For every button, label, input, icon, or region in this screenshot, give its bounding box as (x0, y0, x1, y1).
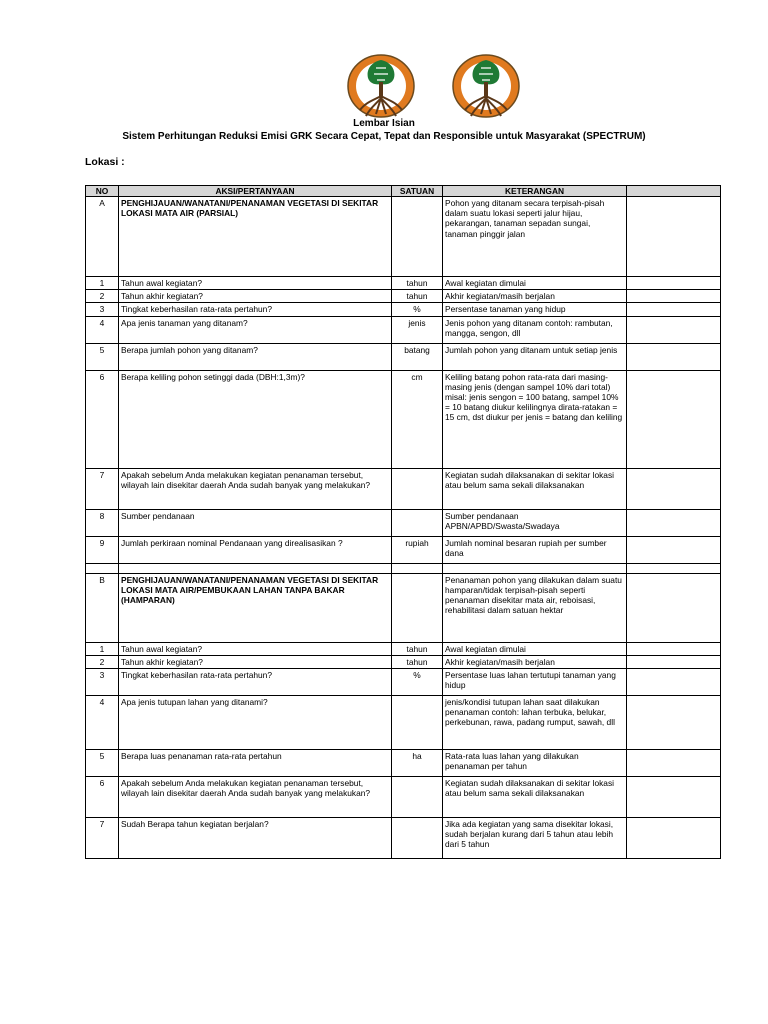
row-blank (627, 669, 721, 696)
row-no (86, 563, 119, 573)
row-no: 7 (86, 468, 119, 509)
row-unit (392, 696, 443, 750)
row-note: Persentase tanaman yang hidup (443, 303, 627, 316)
tree-emblem-icon (346, 52, 416, 122)
row-blank (627, 642, 721, 655)
row-unit (392, 818, 443, 859)
row-note: Jumlah pohon yang ditanam untuk setiap jenis (443, 343, 627, 370)
row-note (443, 563, 627, 573)
ministry-logo-right (451, 52, 521, 122)
row-no: 3 (86, 303, 119, 316)
table-row (86, 536, 721, 563)
table-row (86, 509, 721, 536)
row-question: PENGHIJAUAN/WANATANI/PENANAMAN VEGETASI DI SEKITAR LOKASI MATA AIR/PEMBUKAAN LAHAN TANPA BAKAR (HAMPARAN) (119, 573, 392, 642)
lokasi-label: Lokasi : (85, 156, 125, 168)
row-blank (627, 818, 721, 859)
table-row (86, 563, 721, 573)
col-header-satuan: SATUAN (392, 186, 443, 197)
row-no: 5 (86, 343, 119, 370)
row-no: 1 (86, 277, 119, 290)
row-blank (627, 573, 721, 642)
row-question: PENGHIJAUAN/WANATANI/PENANAMAN VEGETASI DI SEKITAR LOKASI MATA AIR (PARSIAL) (119, 197, 392, 277)
row-no: 4 (86, 696, 119, 750)
row-no: 2 (86, 655, 119, 668)
row-unit: rupiah (392, 536, 443, 563)
row-blank (627, 343, 721, 370)
row-note: Awal kegiatan dimulai (443, 642, 627, 655)
row-no: 9 (86, 536, 119, 563)
row-blank (627, 509, 721, 536)
row-note: Penanaman pohon yang dilakukan dalam suatu hamparan/tidak terpisah-pisah seperti penanaman disekitar mata air, reboisasi, rehabilitasi dalam satuan hektar (443, 573, 627, 642)
row-unit: tahun (392, 290, 443, 303)
row-no: 6 (86, 777, 119, 818)
row-unit: batang (392, 343, 443, 370)
table-row (86, 468, 721, 509)
row-note: Kegiatan sudah dilaksanakan di sekitar lokasi atau belum sama sekali dilaksanakan (443, 777, 627, 818)
row-note: Pohon yang ditanam secara terpisah-pisah dalam suatu lokasi seperti jalur hijau, pekarangan, tanaman sepadan sungai, tanaman pinggir jalan (443, 197, 627, 277)
row-blank (627, 316, 721, 343)
table-row (86, 655, 721, 668)
row-question: Tahun akhir kegiatan? (119, 290, 392, 303)
table-row (86, 290, 721, 303)
row-blank (627, 655, 721, 668)
row-question: Berapa luas penanaman rata-rata pertahun (119, 750, 392, 777)
form-title: Lembar Isian (353, 118, 415, 129)
row-no: 4 (86, 316, 119, 343)
row-note: Keliling batang pohon rata-rata dari masing-masing jenis (dengan sampel 10% dari total) misal: jenis sengon = 100 batang, sampel 10% = 10 batang diukur kelilingnya dirata-ratakan = 15 cm, dst diukur per jenis = batang dan keliling (443, 370, 627, 468)
table-row (86, 303, 721, 316)
row-unit: tahun (392, 277, 443, 290)
row-unit: tahun (392, 642, 443, 655)
table-row (86, 818, 721, 859)
row-blank (627, 197, 721, 277)
table-row (86, 696, 721, 750)
row-blank (627, 777, 721, 818)
row-unit: cm (392, 370, 443, 468)
row-note: Jika ada kegiatan yang sama disekitar lokasi, sudah berjalan kurang dari 5 tahun atau lebih dari 5 tahun (443, 818, 627, 859)
row-blank (627, 563, 721, 573)
row-question: Berapa keliling pohon setinggi dada (DBH:1,3m)? (119, 370, 392, 468)
row-blank (627, 468, 721, 509)
row-question: Apakah sebelum Anda melakukan kegiatan penanaman tersebut, wilayah lain disekitar daerah Anda sudah banyak yang melakukan? (119, 468, 392, 509)
row-question: Apa jenis tutupan lahan yang ditanami? (119, 696, 392, 750)
ministry-logo-left (346, 52, 416, 122)
table-row (86, 642, 721, 655)
row-note: Akhir kegiatan/masih berjalan (443, 290, 627, 303)
row-note: Rata-rata luas lahan yang dilakukan penanaman per tahun (443, 750, 627, 777)
row-unit: % (392, 303, 443, 316)
row-unit (392, 509, 443, 536)
row-no: 6 (86, 370, 119, 468)
table-row (86, 343, 721, 370)
row-question: Sudah Berapa tahun kegiatan berjalan? (119, 818, 392, 859)
tree-emblem-icon (451, 52, 521, 122)
row-note: Kegiatan sudah dilaksanakan di sekitar lokasi atau belum sama sekali dilaksanakan (443, 468, 627, 509)
row-blank (627, 370, 721, 468)
row-question: Tingkat keberhasilan rata-rata pertahun? (119, 669, 392, 696)
row-no: 3 (86, 669, 119, 696)
table-row (86, 750, 721, 777)
row-question: Apa jenis tanaman yang ditanam? (119, 316, 392, 343)
form-subtitle: Sistem Perhitungan Reduksi Emisi GRK Secara Cepat, Tepat dan Responsible untuk Masyarakat (SPECTRUM) (122, 131, 646, 142)
table-row (86, 777, 721, 818)
row-unit: ha (392, 750, 443, 777)
row-question: Jumlah perkiraan nominal Pendanaan yang direalisasikan ? (119, 536, 392, 563)
row-unit (392, 563, 443, 573)
row-question: Tahun awal kegiatan? (119, 642, 392, 655)
row-note: Jenis pohon yang ditanam contoh: rambutan, mangga, sengon, dll (443, 316, 627, 343)
row-unit (392, 777, 443, 818)
row-blank (627, 290, 721, 303)
row-blank (627, 536, 721, 563)
row-note: Jumlah nominal besaran rupiah per sumber dana (443, 536, 627, 563)
row-question: Tingkat keberhasilan rata-rata pertahun? (119, 303, 392, 316)
row-note: Sumber pendanaan APBN/APBD/Swasta/Swadaya (443, 509, 627, 536)
row-unit (392, 197, 443, 277)
col-header-no: NO (86, 186, 119, 197)
row-no: 7 (86, 818, 119, 859)
row-question (119, 563, 392, 573)
row-question: Sumber pendanaan (119, 509, 392, 536)
table-row (86, 277, 721, 290)
row-unit (392, 468, 443, 509)
table-row (86, 573, 721, 642)
row-blank (627, 277, 721, 290)
row-no: 8 (86, 509, 119, 536)
row-note: Akhir kegiatan/masih berjalan (443, 655, 627, 668)
row-question: Berapa jumlah pohon yang ditanam? (119, 343, 392, 370)
row-no: 5 (86, 750, 119, 777)
row-no: B (86, 573, 119, 642)
row-no: 1 (86, 642, 119, 655)
row-question: Tahun akhir kegiatan? (119, 655, 392, 668)
table-row (86, 669, 721, 696)
row-unit: jenis (392, 316, 443, 343)
row-note: jenis/kondisi tutupan lahan saat dilakukan penanaman contoh: lahan terbuka, belukar, perkebunan, rawa, padang rumput, sawah, dll (443, 696, 627, 750)
row-question: Tahun awal kegiatan? (119, 277, 392, 290)
row-question: Apakah sebelum Anda melakukan kegiatan penanaman tersebut, wilayah lain disekitar daerah Anda sudah banyak yang melakukan? (119, 777, 392, 818)
table-row (86, 316, 721, 343)
row-note: Awal kegiatan dimulai (443, 277, 627, 290)
row-unit: tahun (392, 655, 443, 668)
col-header-keterangan: KETERANGAN (443, 186, 627, 197)
table-row (86, 370, 721, 468)
row-no: 2 (86, 290, 119, 303)
row-blank (627, 696, 721, 750)
row-unit (392, 573, 443, 642)
row-blank (627, 750, 721, 777)
table-row (86, 197, 721, 277)
row-no: A (86, 197, 119, 277)
col-header-blank (627, 186, 721, 197)
row-note: Persentase luas lahan tertutupi tanaman yang hidup (443, 669, 627, 696)
table-header-row (86, 186, 721, 197)
col-header-aksi: AKSI/PERTANYAAN (119, 186, 392, 197)
questionnaire-table (85, 185, 721, 859)
row-blank (627, 303, 721, 316)
row-unit: % (392, 669, 443, 696)
